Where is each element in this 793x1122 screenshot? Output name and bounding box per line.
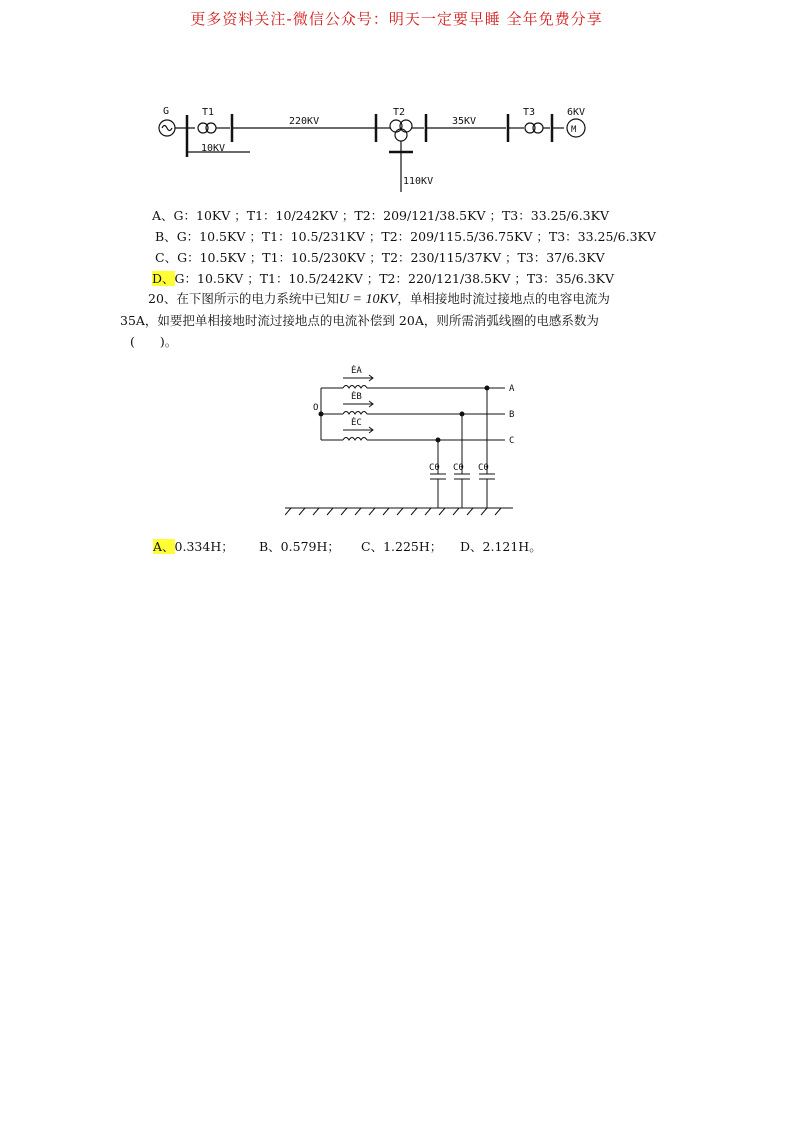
q20-line2: 35A，如要把单相接地时流过接地点的电流补偿到 20A，则所需消弧线圈的电感系数为: [120, 313, 599, 328]
q20-line1: [120, 288, 680, 310]
label-t3: T3: [523, 107, 536, 118]
label-6kv: 6KV: [567, 107, 586, 118]
label-a: A: [509, 384, 515, 394]
option-letter: B、: [155, 229, 177, 244]
option-text: G：10.5KV ；T1：10.5/242KV ；T2：220/121/38.5KV ；T3：35/6.3KV: [174, 271, 614, 286]
label-ea: ĖA: [351, 366, 362, 376]
q20-text-part2: ，单相接地时流过接地点的电容电流为: [397, 291, 610, 306]
label-c0: C0: [429, 463, 440, 473]
q19-option-a: [152, 206, 609, 224]
label-10kv: 10KV: [201, 143, 226, 154]
q20-option-b: B、0.579H；: [259, 539, 340, 554]
label-eb: ĖB: [351, 392, 362, 402]
option-letter: C、: [155, 250, 178, 265]
label-c0: C0: [453, 463, 464, 473]
label-110kv: 110KV: [403, 176, 434, 187]
option-letter: A、: [152, 208, 174, 223]
answer-highlight: A、: [153, 539, 175, 554]
q20-line3: ( )。: [130, 334, 178, 349]
q20-option-d: D、2.121H。: [460, 539, 542, 554]
label-c0: C0: [478, 463, 489, 473]
label-b: B: [509, 410, 515, 420]
q20-option-c: C、1.225H；: [361, 539, 443, 554]
q19-option-d: [152, 269, 614, 287]
option-text: G：10.5KV ；T1：10.5/230KV ；T2：230/115/37KV ；T3：37/6.3KV: [177, 250, 605, 265]
q20-text-part1: 20、在下图所示的电力系统中已知: [148, 291, 339, 306]
question-20: [120, 288, 680, 352]
label-ec: ĖC: [351, 418, 362, 428]
winding-b: [343, 412, 367, 415]
q20-variable: U = 10KV: [338, 292, 398, 307]
option-text: G：10.5KV ；T1：10.5/231KV ；T2：209/115.5/36.75KV ；T3：33.25/6.3KV: [176, 229, 656, 244]
option-text: 0.334H；: [174, 539, 234, 554]
label-m: M: [571, 125, 577, 135]
answer-highlight: D、: [152, 271, 175, 286]
q20-option-a: [153, 537, 234, 555]
winding-c: [343, 438, 367, 441]
label-220kv: 220KV: [289, 116, 320, 127]
option-text: G：10KV ；T1：10/242KV ；T2：209/121/38.5KV ；T3：33.25/6.3KV: [173, 208, 609, 223]
q19-option-c: [155, 248, 605, 266]
label-t2: T2: [393, 107, 406, 118]
label-g: G: [163, 106, 170, 117]
label-35kv: 35KV: [452, 116, 477, 127]
three-phase-diagram: [285, 358, 525, 523]
q19-option-b: [155, 227, 656, 245]
label-o: O: [313, 403, 319, 413]
label-t1: T1: [202, 107, 215, 118]
power-system-diagram: [150, 100, 600, 195]
header-banner: 更多资料关注-微信公众号：明天一定要早睡 全年免费分享: [190, 10, 603, 28]
winding-a: [343, 386, 367, 389]
label-c: C: [509, 436, 515, 446]
